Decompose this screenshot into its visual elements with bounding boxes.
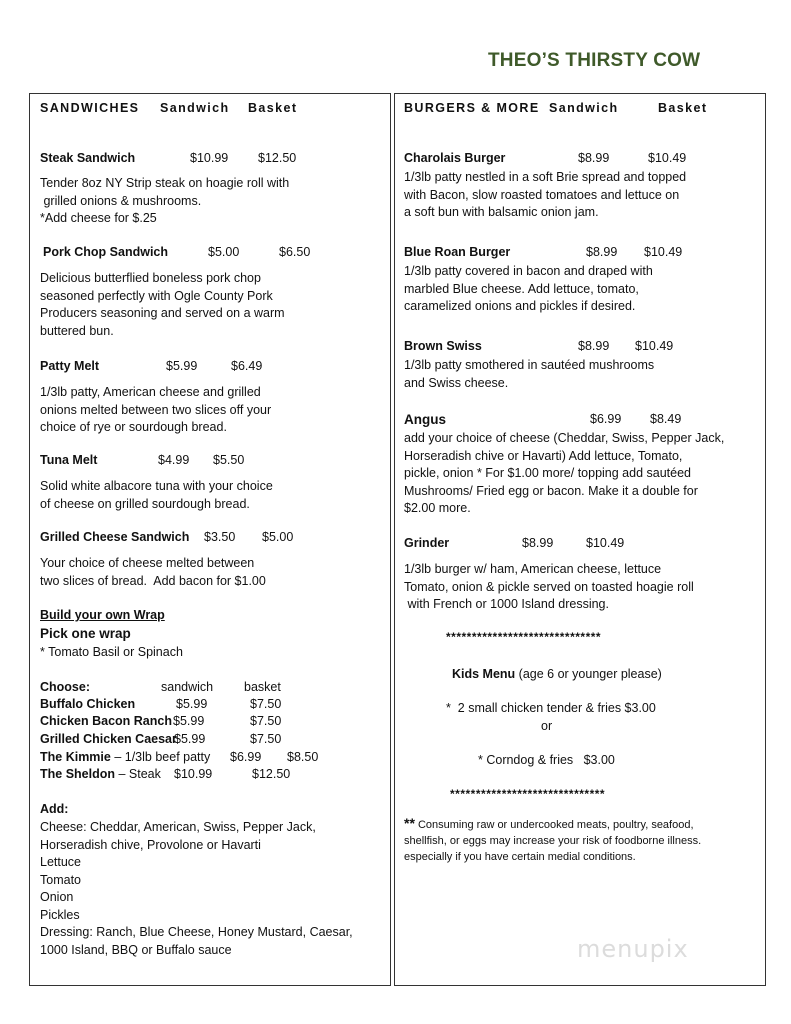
item-price-basket: $8.49: [650, 412, 682, 426]
item-description: add your choice of cheese (Cheddar, Swiss, Pepper Jack, Horseradish chive or Havarti) Add lettuce, Tomato, pickle, onion * For $1.00 more/ topping add sautéed Mushrooms/ Fried egg or bacon. Make it a double for $2.00 more.: [404, 431, 725, 515]
item-price-basket: $10.49: [644, 245, 683, 259]
section-title-sandwiches: SANDWICHES: [40, 101, 140, 115]
column-header-basket: Basket: [658, 101, 708, 115]
wrap-row: The Kimmie – 1/3lb beef patty: [40, 750, 211, 764]
item-description: 1/3lb burger w/ ham, American cheese, lettuce Tomato, onion & pickle served on toasted hoagie roll with French or 1000 Island dressing.: [404, 562, 694, 611]
item-price-basket: $10.49: [635, 339, 674, 353]
wrap-price-basket: $8.50: [287, 750, 319, 764]
item-price-sandwich: $3.50: [204, 530, 236, 544]
item-price-sandwich: $4.99: [158, 453, 190, 467]
wrap-price-sandwich: $5.99: [176, 697, 208, 711]
wrap-col-sandwich: sandwich: [161, 680, 214, 694]
item-price-basket: $12.50: [258, 151, 297, 165]
item-name: Steak Sandwich: [40, 151, 136, 165]
item-description: 1/3lb patty covered in bacon and draped with marbled Blue cheese. Add lettuce, tomato, caramelized onions and pickles if desired.: [404, 264, 653, 313]
item-name: Tuna Melt: [40, 453, 98, 467]
item-name: Grilled Cheese Sandwich: [40, 530, 190, 544]
item-price-sandwich: $8.99: [578, 151, 610, 165]
sandwiches-column: [29, 93, 391, 986]
item-description: 1/3lb patty, American cheese and grilled onions melted between two slices off your choice of rye or sourdough bread.: [40, 385, 272, 434]
item-price-sandwich: $10.99: [190, 151, 229, 165]
menupix-watermark: menupix: [577, 935, 689, 963]
item-name: Angus: [404, 412, 446, 427]
item-name: Grinder: [404, 536, 450, 550]
item-name: Patty Melt: [40, 359, 100, 373]
column-header-basket: Basket: [248, 101, 298, 115]
item-description: Delicious butterflied boneless pork chop seasoned perfectly with Ogle County Pork Producers seasoning and served on a warm buttered bun.: [40, 271, 285, 338]
item-name: Brown Swiss: [404, 339, 482, 353]
wrap-row: Buffalo Chicken: [40, 697, 136, 711]
item-price-sandwich: $6.99: [590, 412, 622, 426]
item-price-basket: $5.50: [213, 453, 245, 467]
wrap-price-sandwich: $5.99: [174, 732, 206, 746]
item-price-basket: $6.50: [279, 245, 311, 259]
wrap-row: Chicken Bacon Ranch: [40, 714, 172, 728]
section-title-burgers: BURGERS & MORE: [404, 101, 540, 115]
item-price-basket: $10.49: [648, 151, 687, 165]
item-description: 1/3lb patty nestled in a soft Brie spread and topped with Bacon, slow roasted tomatoes and lettuce on a soft bun with balsamic onion jam.: [404, 170, 687, 219]
burgers-column: [394, 93, 766, 986]
item-price-basket: $5.00: [262, 530, 294, 544]
item-price-sandwich: $8.99: [522, 536, 554, 550]
separator-line: ******************************: [450, 787, 606, 801]
item-price-basket: $6.49: [231, 359, 263, 373]
wrap-price-sandwich: $6.99: [230, 750, 262, 764]
restaurant-name: THEO’S THIRSTY COW: [488, 50, 701, 71]
item-price-sandwich: $8.99: [586, 245, 618, 259]
wrap-pick: Pick one wrap: [40, 626, 131, 641]
wrap-choose-label: Choose:: [40, 680, 90, 694]
wrap-price-sandwich: $10.99: [174, 767, 213, 781]
kids-item: * 2 small chicken tender & fries $3.00: [446, 701, 656, 715]
kids-item: * Corndog & fries $3.00: [478, 753, 615, 767]
wrap-price-basket: $7.50: [250, 714, 282, 728]
wrap-title: Build your own Wrap: [40, 608, 165, 622]
wrap-options: * Tomato Basil or Spinach: [40, 645, 183, 659]
kids-menu-title: Kids Menu (age 6 or younger please): [452, 667, 662, 681]
item-description: Tender 8oz NY Strip steak on hoagie roll with grilled onions & mushrooms. *Add cheese for $.25: [40, 176, 290, 225]
add-title: Add:: [40, 802, 69, 816]
item-description: Your choice of cheese melted between two slices of bread. Add bacon for $1.00: [40, 556, 266, 588]
item-price-sandwich: $8.99: [578, 339, 610, 353]
item-price-basket: $10.49: [586, 536, 625, 550]
item-price-sandwich: $5.99: [166, 359, 198, 373]
food-safety-notice: ** Consuming raw or undercooked meats, poultry, seafood, shellfish, or eggs may increase your risk of foodborne illness. especially if you have certain medial conditions.: [404, 815, 702, 863]
wrap-row: The Sheldon – Steak: [40, 767, 161, 781]
column-header-sandwich: Sandwich: [549, 101, 619, 115]
wrap-col-basket: basket: [244, 680, 281, 694]
wrap-price-basket: $7.50: [250, 697, 282, 711]
wrap-price-basket: $7.50: [250, 732, 282, 746]
wrap-price-sandwich: $5.99: [173, 714, 205, 728]
add-list: Cheese: Cheddar, American, Swiss, Pepper Jack, Horseradish chive, Provolone or Havarti Lettuce Tomato Onion Pickles Dressing: Ranch, Blue Cheese, Honey Mustard, Caesar, 1000 Island, BBQ or Buffalo sauce: [40, 820, 353, 957]
column-header-sandwich: Sandwich: [160, 101, 230, 115]
item-description: Solid white albacore tuna with your choice of cheese on grilled sourdough bread.: [40, 479, 273, 511]
item-name: Blue Roan Burger: [404, 245, 511, 259]
item-price-sandwich: $5.00: [208, 245, 240, 259]
kids-or: or: [541, 719, 553, 733]
separator-line: ******************************: [446, 630, 602, 644]
wrap-price-basket: $12.50: [252, 767, 291, 781]
wrap-row: Grilled Chicken Caesar: [40, 732, 177, 746]
item-name: Charolais Burger: [404, 151, 506, 165]
item-name: Pork Chop Sandwich: [43, 245, 169, 259]
item-description: 1/3lb patty smothered in sautéed mushrooms and Swiss cheese.: [404, 358, 655, 390]
